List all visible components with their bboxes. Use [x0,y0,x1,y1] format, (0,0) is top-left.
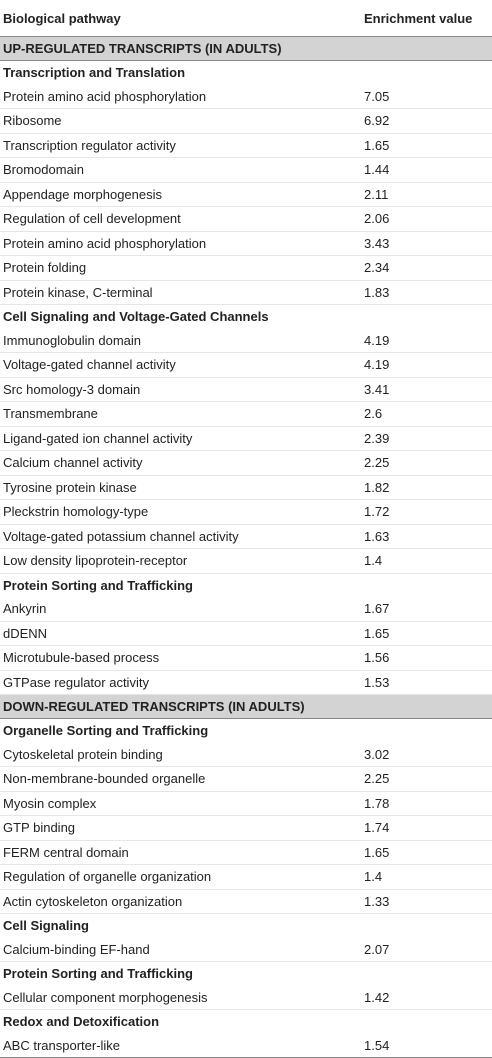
table-row [0,840,492,865]
enrichment-value: 1.4 [358,865,492,890]
table-body [0,37,492,1058]
table-row [0,500,492,525]
pathway-name: Pleckstrin homology-type [0,500,358,525]
section-header-row [0,695,492,719]
pathway-name: Microtubule-based process [0,646,358,671]
pathway-name: Protein amino acid phosphorylation [0,85,358,109]
table-row [0,1034,492,1058]
category-title: Protein Sorting and Trafficking [3,966,193,982]
enrichment-value: 3.02 [358,743,492,767]
enrichment-value: 1.78 [358,791,492,816]
pathway-name: Cytoskeletal protein binding [0,743,358,767]
category-row [0,914,492,938]
pathway-column-header: Biological pathway [0,0,358,37]
category-title: Transcription and Translation [3,65,186,81]
enrichment-value: 4.19 [358,353,492,378]
table-row [0,426,492,451]
enrichment-value: 1.63 [358,524,492,549]
pathway-name: Ankyrin [0,597,358,621]
enrichment-value: 1.42 [358,986,492,1010]
table-row [0,451,492,476]
pathway-name: Myosin complex [0,791,358,816]
enrichment-value: 6.92 [358,109,492,134]
pathway-name: Voltage-gated channel activity [0,353,358,378]
table-row [0,353,492,378]
category-title: Protein Sorting and Trafficking [3,577,193,593]
enrichment-value: 2.25 [358,767,492,792]
table-row [0,621,492,646]
pathway-name: Transmembrane [0,402,358,427]
enrichment-column-header: Enrichment value [358,0,492,37]
enrichment-value: 1.65 [358,133,492,158]
table-row [0,256,492,281]
enrichment-value: 2.6 [358,402,492,427]
table-row [0,791,492,816]
pathway-name: Appendage morphogenesis [0,182,358,207]
enrichment-value: 7.05 [358,85,492,109]
category-row [0,573,492,597]
table-row [0,402,492,427]
enrichment-value: 1.67 [358,597,492,621]
category-row [0,61,492,85]
pathway-name: Protein folding [0,256,358,281]
pathway-name: Actin cytoskeleton organization [0,889,358,914]
category-title: Redox and Detoxification [3,1014,160,1030]
table-row [0,329,492,353]
pathway-name: Low density lipoprotein-receptor [0,549,358,574]
table-row [0,377,492,402]
table-row [0,767,492,792]
category-row [0,305,492,329]
enrichment-value: 1.53 [358,670,492,695]
table-row [0,670,492,695]
table-row [0,986,492,1010]
enrichment-value: 1.54 [358,1034,492,1058]
pathway-name: GTP binding [0,816,358,841]
table-row [0,889,492,914]
table-row [0,182,492,207]
section-title: UP-REGULATED TRANSCRIPTS (IN ADULTS) [0,37,492,61]
pathway-name: Ligand-gated ion channel activity [0,426,358,451]
enrichment-value: 3.41 [358,377,492,402]
pathway-name: Protein kinase, C-terminal [0,280,358,305]
category-row [0,1010,492,1034]
enrichment-value: 2.39 [358,426,492,451]
section-header-row [0,37,492,61]
category-row [0,962,492,986]
pathway-name: Transcription regulator activity [0,133,358,158]
pathway-name: Bromodomain [0,158,358,183]
table-row [0,549,492,574]
table-row [0,109,492,134]
enrichment-value: 1.33 [358,889,492,914]
category-row [0,719,492,743]
enrichment-value: 1.44 [358,158,492,183]
pathway-name: Voltage-gated potassium channel activity [0,524,358,549]
table-row [0,597,492,621]
table-row [0,646,492,671]
enrichment-value: 1.72 [358,500,492,525]
enrichment-value: 1.56 [358,646,492,671]
category-title: Cell Signaling [3,918,89,934]
pathway-name: dDENN [0,621,358,646]
enrichment-value: 2.06 [358,207,492,232]
table-row [0,475,492,500]
enrichment-value: 1.82 [358,475,492,500]
pathway-name: Calcium-binding EF-hand [0,938,358,962]
pathway-name: Non-membrane-bounded organelle [0,767,358,792]
category-title: Organelle Sorting and Trafficking [3,723,209,739]
table-row [0,158,492,183]
enrichment-value: 4.19 [358,329,492,353]
enrichment-value: 1.83 [358,280,492,305]
pathway-name: Protein amino acid phosphorylation [0,231,358,256]
table-row [0,133,492,158]
enrichment-value: 1.65 [358,840,492,865]
enrichment-value: 2.07 [358,938,492,962]
table-row [0,231,492,256]
pathway-name: Cellular component morphogenesis [0,986,358,1010]
section-title: DOWN-REGULATED TRANSCRIPTS (IN ADULTS) [0,695,492,719]
enrichment-value: 2.11 [358,182,492,207]
table-row [0,938,492,962]
table-row [0,743,492,767]
table-row [0,85,492,109]
enrichment-value: 2.25 [358,451,492,476]
table-row [0,280,492,305]
table-row [0,865,492,890]
pathway-name: Ribosome [0,109,358,134]
pathway-name: GTPase regulator activity [0,670,358,695]
enrichment-value: 1.65 [358,621,492,646]
pathway-name: Calcium channel activity [0,451,358,476]
table-row [0,816,492,841]
pathway-name: Tyrosine protein kinase [0,475,358,500]
enrichment-value: 1.74 [358,816,492,841]
enrichment-value: 3.43 [358,231,492,256]
category-title: Cell Signaling and Voltage-Gated Channels [3,309,269,325]
pathway-name: Src homology-3 domain [0,377,358,402]
pathway-name: Regulation of cell development [0,207,358,232]
pathway-name: Regulation of organelle organization [0,865,358,890]
header-row [0,0,492,37]
pathway-name: FERM central domain [0,840,358,865]
enrichment-value: 2.34 [358,256,492,281]
table-row [0,207,492,232]
table-row [0,524,492,549]
pathway-name: ABC transporter-like [0,1034,358,1058]
enrichment-value: 1.4 [358,549,492,574]
pathway-name: Immunoglobulin domain [0,329,358,353]
